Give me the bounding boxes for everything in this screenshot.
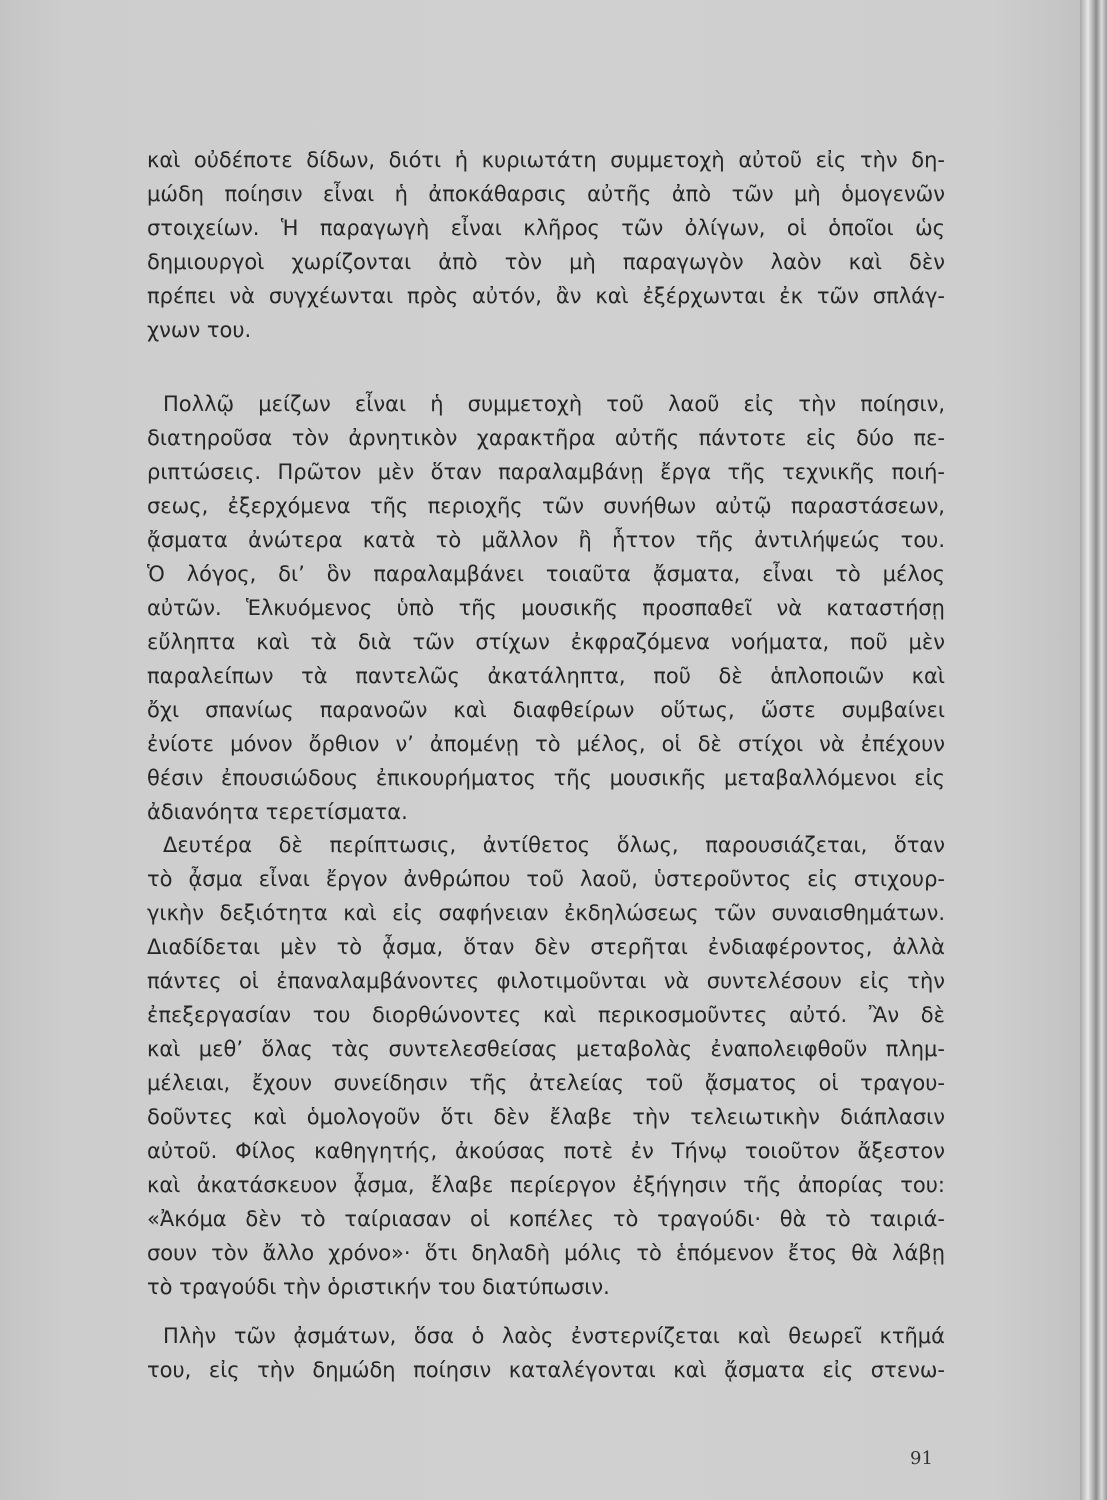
text-line: αὐτῶν. Ἑλκυόμενος ὑπὸ τῆς μουσικῆς προσπαθεῖ νὰ καταστήσῃ <box>147 596 945 620</box>
text-line: ὄχι σπανίως παρανοῶν καὶ διαφθείρων οὕτως, ὥστε συμβαίνει <box>147 698 945 722</box>
text-line: παραλείπων τὰ παντελῶς ἀκατάληπτα, ποῦ δὲ ἁπλοποιῶν καὶ <box>147 664 945 688</box>
text-line: θέσιν ἐπουσιώδους ἐπικουρήματος τῆς μουσικῆς μεταβαλλόμενοι εἰς <box>147 766 945 790</box>
text-line: Πολλῷ μείζων εἶναι ἡ συμμετοχὴ τοῦ λαοῦ εἰς τὴν ποίησιν, <box>163 392 945 416</box>
text-line: Δευτέρα δὲ περίπτωσις, ἀντίθετος ὅλως, παρουσιάζεται, ὅταν <box>163 833 945 857</box>
text-line: «Ἀκόμα δὲν τὸ ταίριασαν οἱ κοπέλες τὸ τραγούδι· θὰ τὸ ταιριά- <box>147 1207 945 1231</box>
text-line: μέλειαι, ἔχουν συνείδησιν τῆς ἀτελείας τοῦ ᾄσματος οἱ τραγου- <box>147 1071 945 1095</box>
text-line: γικὴν δεξιότητα καὶ εἰς σαφήνειαν ἐκδηλώσεως τῶν συναισθημάτων. <box>147 901 945 925</box>
text-line: Πλὴν τῶν ᾀσμάτων, ὅσα ὁ λαὸς ἐνστερνίζεται καὶ θεωρεῖ κτῆμά <box>163 1324 945 1348</box>
text-line: χνων του. <box>147 318 252 342</box>
text-line: καὶ ἀκατάσκευον ᾆσμα, ἔλαβε περίεργον ἐξήγησιν τῆς ἀπορίας του: <box>147 1173 945 1197</box>
text-line: τὸ ᾆσμα εἶναι ἔργον ἀνθρώπου τοῦ λαοῦ, ὑστεροῦντος εἰς στιχουρ- <box>147 867 945 891</box>
text-line: εὔληπτα καὶ τὰ διὰ τῶν στίχων ἐκφραζόμενα νοήματα, ποῦ μὲν <box>147 630 945 654</box>
text-line: στοιχείων. Ἡ παραγωγὴ εἶναι κλῆρος τῶν ὀλίγων, οἱ ὁποῖοι ὡς <box>147 216 945 240</box>
book-edge <box>1080 0 1107 1500</box>
text-line: του, εἰς τὴν δημώδη ποίησιν καταλέγονται καὶ ᾄσματα εἰς στενω- <box>147 1358 945 1382</box>
text-line: ἐπεξεργασίαν του διορθώνοντες καὶ περικοσμοῦντες αὐτό. Ἂν δὲ <box>147 1003 945 1027</box>
page-number: 91 <box>910 1448 933 1469</box>
text-line: μώδη ποίησιν εἶναι ἡ ἀποκάθαρσις αὐτῆς ἀπὸ τῶν μὴ ὁμογενῶν <box>147 182 945 206</box>
text-line: σεως, ἐξερχόμενα τῆς περιοχῆς τῶν συνήθων αὐτῷ παραστάσεων, <box>147 494 945 518</box>
text-line: ᾄσματα ἀνώτερα κατὰ τὸ μᾶλλον ἢ ἧττον τῆς ἀντιλήψεώς του. <box>147 528 945 552</box>
text-line: δοῦντες καὶ ὁμολογοῦν ὅτι δὲν ἔλαβε τὴν τελειωτικὴν διάπλασιν <box>147 1105 945 1129</box>
text-line: πάντες οἱ ἐπαναλαμβάνοντες φιλοτιμοῦνται νὰ συντελέσουν εἰς τὴν <box>147 969 945 993</box>
text-line: ἀδιανόητα τερετίσματα. <box>147 800 408 824</box>
text-line: ἐνίοτε μόνον ὄρθιον ν’ ἀπομένῃ τὸ μέλος, οἱ δὲ στίχοι νὰ ἐπέχουν <box>147 732 945 756</box>
text-line: διατηροῦσα τὸν ἀρνητικὸν χαρακτῆρα αὐτῆς πάντοτε εἰς δύο πε- <box>147 426 945 450</box>
text-line: καὶ οὐδέποτε δίδων, διότι ἡ κυριωτάτη συμμετοχὴ αὐτοῦ εἰς τὴν δη- <box>147 148 945 172</box>
text-line: Διαδίδεται μὲν τὸ ᾆσμα, ὅταν δὲν στερῆται ἐνδιαφέροντος, ἀλλὰ <box>147 935 945 959</box>
text-line: δημιουργοὶ χωρίζονται ἀπὸ τὸν μὴ παραγωγὸν λαὸν καὶ δὲν <box>147 250 945 274</box>
text-line: καὶ μεθ’ ὅλας τὰς συντελεσθείσας μεταβολὰς ἐναπολειφθοῦν πλημ- <box>147 1037 945 1061</box>
text-line: αὐτοῦ. Φίλος καθηγητής, ἀκούσας ποτὲ ἐν Τήνῳ τοιοῦτον ἄξεστον <box>147 1139 945 1163</box>
text-line: σουν τὸν ἄλλο χρόνο»· ὅτι δηλαδὴ μόλις τὸ ἑπόμενον ἔτος θὰ λάβῃ <box>147 1241 945 1265</box>
text-line: Ὁ λόγος, δι’ ὃν παραλαμβάνει τοιαῦτα ᾄσματα, εἶναι τὸ μέλος <box>147 562 945 586</box>
text-line: πρέπει νὰ συγχέωνται πρὸς αὐτόν, ἂν καὶ ἐξέρχωνται ἐκ τῶν σπλάγ- <box>147 284 945 308</box>
text-line: ριπτώσεις. Πρῶτον μὲν ὅταν παραλαμβάνῃ ἔργα τῆς τεχνικῆς ποιή- <box>147 460 945 484</box>
text-line: τὸ τραγούδι τὴν ὁριστικήν του διατύπωσιν. <box>147 1275 610 1299</box>
